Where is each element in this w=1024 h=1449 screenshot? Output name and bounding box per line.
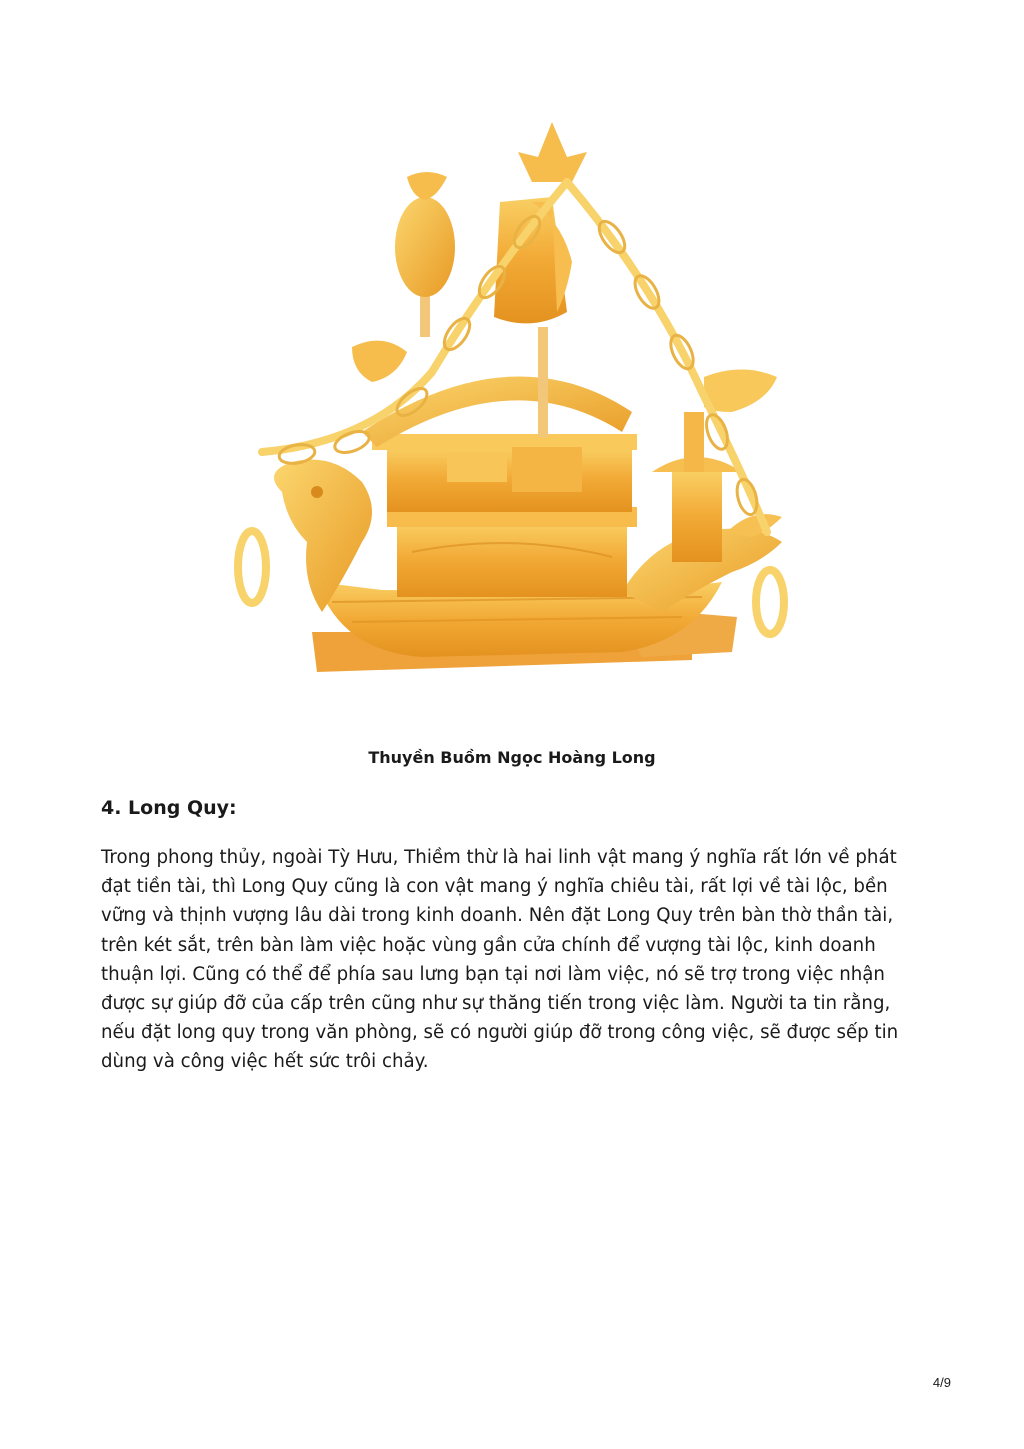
page-number: 4/9 [932, 1375, 951, 1390]
sailboat-illustration [222, 112, 802, 692]
section-heading: 4. Long Quy: [101, 797, 237, 819]
jade-dragon-sailboat-image [222, 112, 802, 692]
section-paragraph: Trong phong thủy, ngoài Tỳ Hưu, Thiềm thừ là hai linh vật mang ý nghĩa rất lớn về phát đạt tiền tài, thì Long Quy cũng là con vật mang ý nghĩa chiêu tài, rất lợi về tài lộc, bền vững và thịnh vượng lâu dài trong kinh doanh. Nên đặt Long Quy trên bàn thờ thần tài, trên két sắt, trên bàn làm việc hoặc vùng gần cửa chính để vượng tài lộc, kinh doanh thuận lợi. Cũng có thể để phía sau lưng bạn tại nơi làm việc, nó sẽ trợ trong việc nhận được sự giúp đỡ của cấp trên cũng như sự thăng tiến trong việc làm. Người ta tin rằng, nếu đặt long quy trong văn phòng, sẽ có người giúp đỡ trong công việc, sẽ được sếp tin dùng và công việc hết sức trôi chảy. [101, 847, 899, 1073]
image-caption: Thuyền Buồm Ngọc Hoàng Long [368, 748, 656, 767]
